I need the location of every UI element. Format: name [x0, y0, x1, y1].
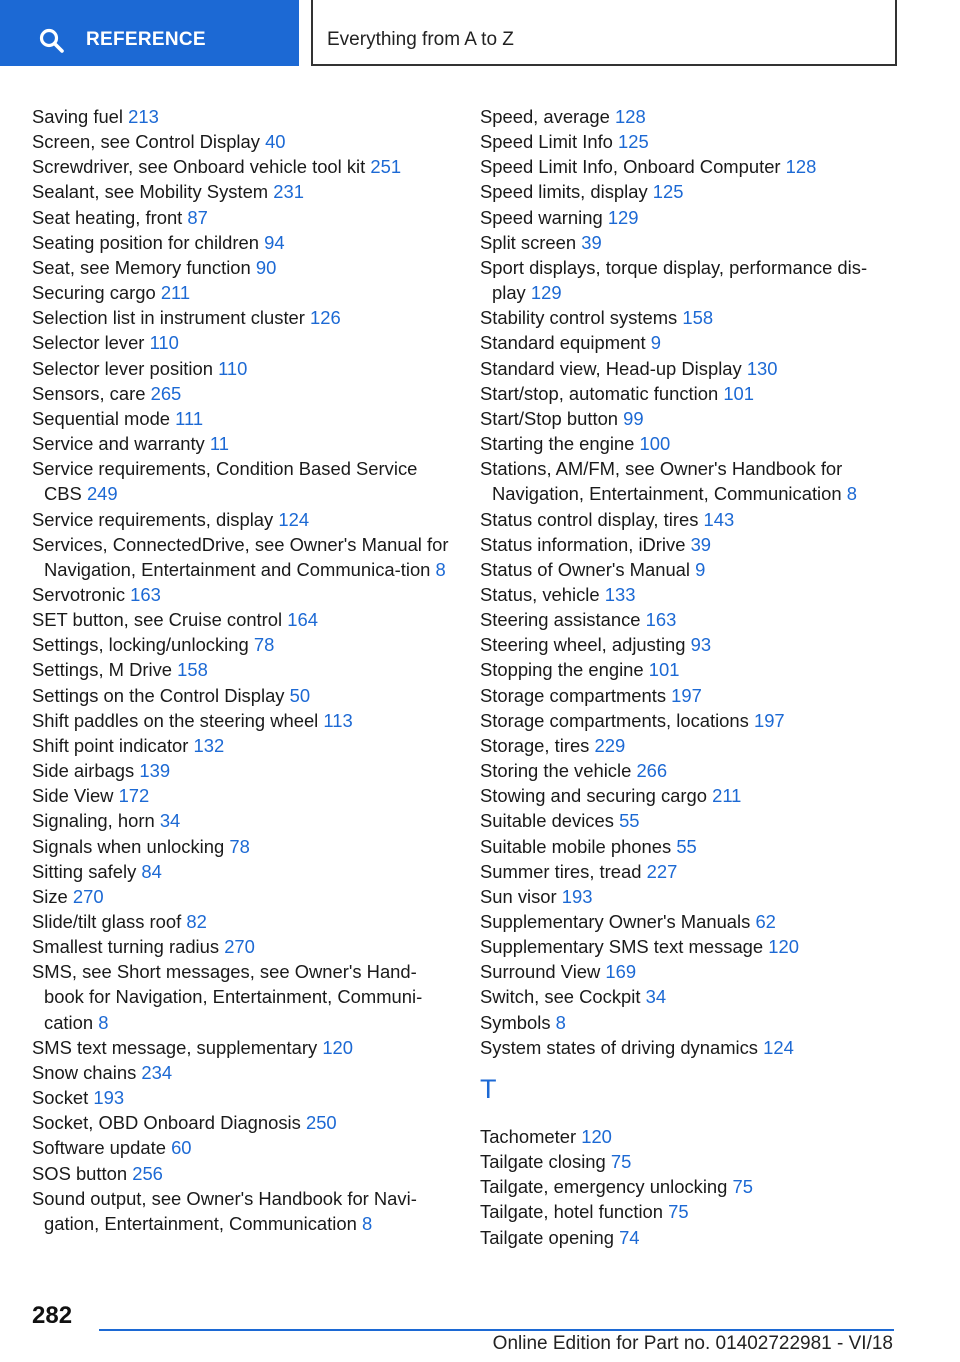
index-entry [480, 129, 900, 154]
entry-page-link[interactable]: 8 [846, 483, 857, 505]
index-entry [32, 1060, 452, 1085]
entry-page-link[interactable]: 110 [149, 332, 179, 354]
index-entry [32, 708, 452, 733]
section-letter: T [480, 1073, 497, 1104]
entry-text: Speed, average [480, 106, 610, 127]
entry-text: Screen, see Control Display [32, 131, 260, 153]
entry-text: Split screen [480, 231, 577, 253]
entry-text: Service and warranty [32, 433, 205, 455]
entry-page-link[interactable]: 120 [581, 1125, 612, 1147]
entry-text: Status, vehicle [480, 583, 600, 605]
index-entry [480, 859, 900, 884]
index-entry [480, 154, 900, 179]
index-entry [32, 356, 452, 381]
entry-text: Stability control systems [480, 307, 678, 329]
entry-page-link[interactable]: 164 [287, 609, 318, 631]
entry-text: Status of Owner's Manual [480, 558, 690, 580]
index-entry [480, 1225, 900, 1250]
entry-text: Summer tires, tread [480, 860, 642, 882]
entry-text: Steering wheel, adjusting [480, 634, 686, 656]
entry-text: Status control display, tires [480, 508, 699, 530]
index-entry [32, 1186, 452, 1236]
entry-page-link[interactable]: 94 [264, 231, 285, 253]
entry-page-link[interactable]: 163 [130, 583, 161, 605]
entry-page-link[interactable]: 193 [561, 885, 593, 907]
entry-text: Servotronic [32, 583, 126, 605]
entry-page-link[interactable]: 111 [175, 407, 204, 429]
entry-page-link[interactable]: 126 [310, 307, 341, 329]
index-entry [32, 305, 452, 330]
index-entry [480, 431, 900, 456]
entry-page-link[interactable]: 197 [671, 684, 702, 706]
entry-text: Sealant, see Mobility System [32, 181, 269, 203]
index-entry [480, 959, 900, 984]
index-entry [480, 205, 900, 230]
entry-page-link[interactable]: 8 [555, 1011, 566, 1033]
entry-page-link[interactable]: 93 [690, 634, 712, 656]
entry-page-link[interactable]: 120 [322, 1036, 353, 1058]
index-entry [32, 783, 452, 808]
entry-text: Start/Stop button [480, 407, 619, 429]
index-entry [32, 104, 452, 129]
index-entry [32, 884, 452, 909]
entry-text: Stopping the engine [480, 659, 644, 681]
entry-text: Socket, OBD Onboard Diagnosis [32, 1112, 301, 1134]
index-entry [32, 330, 452, 355]
entry-page-link[interactable]: 78 [229, 835, 250, 857]
entry-page-link[interactable]: 78 [253, 634, 275, 656]
entry-text: Selector lever position [32, 357, 213, 379]
entry-text: Selection list in instrument cluster [32, 307, 305, 329]
index-entry [480, 507, 900, 532]
page-header [0, 0, 960, 66]
entry-text: Seating position for children [32, 231, 259, 253]
index-entry [480, 557, 900, 582]
index-entry [32, 959, 452, 1034]
search-icon [38, 27, 66, 55]
entry-page-link[interactable]: 39 [690, 533, 712, 555]
tab-label: REFERENCE [86, 29, 206, 50]
index-entry [32, 733, 452, 758]
entry-page-link[interactable]: 40 [265, 131, 286, 153]
entry-page-link[interactable]: 55 [676, 835, 697, 857]
entry-text: Tachometer [480, 1125, 577, 1147]
index-entry [32, 532, 452, 582]
index-entry [32, 607, 452, 632]
index-entry [32, 1035, 452, 1060]
entry-text: Speed Limit Info [480, 131, 613, 153]
entry-text: SOS button [32, 1162, 128, 1184]
entry-page-link[interactable]: 249 [86, 483, 118, 505]
entry-text: Selector lever [32, 332, 145, 354]
entry-page-link[interactable]: 270 [72, 885, 104, 907]
entry-page-link[interactable]: 8 [361, 1212, 373, 1234]
entry-text: Smallest turning radius [32, 936, 220, 958]
index-entry [480, 934, 900, 959]
entry-page-link[interactable]: 50 [289, 684, 311, 706]
index-entry [480, 834, 900, 859]
entry-text: Steering assistance [480, 609, 641, 631]
index-entry [32, 280, 452, 305]
entry-page-link[interactable]: 9 [650, 332, 661, 354]
index-column-right [480, 104, 900, 1250]
index-entry [32, 406, 452, 431]
index-entry [480, 406, 900, 431]
entry-text: Snow chains [32, 1061, 137, 1083]
index-entry [32, 909, 452, 934]
entry-page-link[interactable]: 197 [753, 709, 785, 731]
entry-text: Tailgate closing [480, 1151, 606, 1173]
entry-page-link[interactable]: 229 [594, 734, 626, 756]
entry-text: Tailgate, emergency unlocking [480, 1176, 728, 1198]
entry-page-link[interactable]: 266 [636, 760, 668, 782]
entry-text: Slide/tilt glass roof [32, 911, 182, 932]
index-entry [480, 1174, 900, 1199]
entry-text: Standard view, Head-up Display [480, 357, 742, 379]
entry-page-link[interactable]: 124 [763, 1036, 794, 1058]
entry-page-link[interactable]: 90 [255, 256, 277, 278]
index-entry [480, 733, 900, 758]
entry-text: Suitable devices [480, 810, 614, 832]
entry-page-link[interactable]: 251 [370, 156, 402, 178]
entry-page-link[interactable]: 101 [648, 659, 680, 681]
index-entry [32, 632, 452, 657]
entry-text: Seat heating, front [32, 206, 183, 228]
index-entry [32, 154, 452, 179]
index-entry [32, 834, 452, 859]
index-entry [32, 179, 452, 204]
index-entry [480, 758, 900, 783]
index-entry [32, 456, 452, 506]
entry-page-link[interactable]: 143 [703, 508, 735, 530]
entry-text: Storing the vehicle [480, 760, 632, 782]
entry-page-link[interactable]: 128 [785, 156, 817, 178]
entry-page-link[interactable]: 87 [187, 206, 208, 228]
index-entry [480, 305, 900, 330]
entry-page-link[interactable]: 250 [305, 1112, 337, 1134]
entry-text: Speed Limit Info, Onboard Computer [480, 156, 781, 178]
entry-text: SMS, see Short messages, see Owner's Hand‐book for Navigation, Entertainment, Communi‐cation [32, 961, 423, 1033]
entry-text: Speed warning [480, 206, 603, 228]
index-entry [32, 859, 452, 884]
index-entry [480, 532, 900, 557]
entry-page-link[interactable]: 39 [581, 231, 602, 253]
entry-text: Sun visor [480, 885, 557, 907]
entry-text: Side View [32, 785, 114, 807]
entry-page-link[interactable]: 169 [605, 961, 637, 983]
index-entry [32, 1110, 452, 1135]
index-entry [480, 104, 900, 129]
entry-page-link[interactable]: 11 [209, 433, 229, 455]
index-entry [480, 783, 900, 808]
entry-page-link[interactable]: 265 [150, 382, 182, 404]
index-column-left [32, 104, 452, 1236]
entry-page-link[interactable]: 100 [639, 433, 671, 455]
index-entry [32, 431, 452, 456]
entry-page-link[interactable]: 172 [118, 785, 150, 807]
entry-page-link[interactable]: 101 [723, 382, 754, 404]
entry-text: Stations, AM/FM, see Owner's Handbook for Navigation, Entertainment, Communication [480, 458, 843, 505]
index-entry [480, 884, 900, 909]
entry-page-link[interactable]: 133 [604, 583, 636, 605]
index-entry [480, 230, 900, 255]
entry-page-link[interactable]: 139 [139, 760, 171, 782]
entry-page-link[interactable]: 234 [141, 1061, 173, 1083]
index-entry [480, 255, 900, 305]
entry-text: Speed limits, display [480, 181, 648, 203]
entry-page-link[interactable]: 128 [614, 106, 646, 127]
entry-page-link[interactable]: 75 [668, 1201, 689, 1223]
entry-text: Supplementary Owner's Manuals [480, 911, 751, 932]
entry-page-link[interactable]: 256 [132, 1162, 163, 1184]
entry-text: Surround View [480, 961, 601, 983]
index-entry [480, 1035, 900, 1060]
header-title-box [311, 0, 897, 66]
entry-text: Stowing and securing cargo [480, 785, 707, 807]
entry-page-link[interactable]: 270 [224, 936, 255, 958]
index-entry [32, 205, 452, 230]
entry-page-link[interactable]: 130 [746, 357, 778, 379]
entry-text: Saving fuel [32, 106, 123, 127]
index-group-s [480, 104, 900, 1060]
entry-text: Seat, see Memory function [32, 256, 251, 278]
entry-page-link[interactable]: 193 [93, 1087, 125, 1109]
index-entry [480, 808, 900, 833]
entry-page-link[interactable]: 211 [712, 785, 742, 807]
index-group-t [480, 1124, 900, 1250]
entry-text: Signals when unlocking [32, 835, 225, 857]
entry-text: Software update [32, 1137, 166, 1159]
entry-text: Sport displays, torque display, performance dis‐play [480, 256, 868, 304]
index-entry [480, 179, 900, 204]
entry-text: Tailgate, hotel function [480, 1201, 664, 1223]
entry-page-link[interactable]: 8 [98, 1011, 109, 1033]
entry-text: Standard equipment [480, 332, 646, 354]
index-entry [480, 708, 900, 733]
entry-text: System states of driving dynamics [480, 1036, 759, 1058]
entry-page-link[interactable]: 75 [732, 1176, 753, 1198]
index-entry [480, 657, 900, 682]
index-entry [480, 984, 900, 1009]
entry-text: Symbols [480, 1011, 551, 1033]
entry-text: SMS text message, supplementary [32, 1036, 318, 1058]
entry-text: Storage compartments, locations [480, 709, 749, 731]
entry-page-link[interactable]: 124 [278, 508, 310, 530]
page-number: 282 [32, 1302, 73, 1329]
entry-page-link[interactable]: 110 [218, 357, 248, 379]
entry-page-link[interactable]: 120 [768, 936, 799, 958]
index-entry [32, 683, 452, 708]
entry-text: Sitting safely [32, 860, 137, 882]
entry-page-link[interactable]: 9 [695, 558, 706, 580]
entry-page-link[interactable]: 55 [619, 810, 640, 832]
entry-page-link[interactable]: 129 [530, 282, 562, 304]
entry-page-link[interactable]: 74 [619, 1226, 640, 1248]
entry-page-link[interactable]: 125 [652, 181, 684, 203]
entry-text: Shift point indicator [32, 734, 189, 756]
index-entry [480, 1124, 900, 1149]
entry-page-link[interactable]: 158 [682, 307, 714, 329]
entry-page-link[interactable]: 113 [323, 709, 353, 731]
index-entry [480, 582, 900, 607]
index-entry [32, 129, 452, 154]
entry-text: Sound output, see Owner's Handbook for Navi‐gation, Entertainment, Communication [32, 1187, 417, 1234]
entry-page-link[interactable]: 129 [607, 206, 639, 228]
entry-text: Socket [32, 1087, 89, 1109]
reference-tab[interactable] [0, 0, 299, 66]
entry-page-link[interactable]: 158 [177, 659, 208, 681]
entry-page-link[interactable]: 34 [159, 810, 181, 832]
entry-page-link[interactable]: 211 [160, 282, 191, 304]
index-entry [32, 808, 452, 833]
entry-page-link[interactable]: 227 [646, 860, 678, 882]
index-entry [480, 356, 900, 381]
entry-page-link[interactable]: 82 [186, 911, 207, 932]
entry-text: Sequential mode [32, 407, 171, 429]
index-entry [32, 1135, 452, 1160]
entry-text: Side airbags [32, 760, 135, 782]
entry-text: Shift paddles on the steering wheel [32, 709, 319, 731]
entry-page-link[interactable]: 213 [128, 106, 159, 127]
index-entry [480, 381, 900, 406]
entry-text: SET button, see Cruise control [32, 609, 283, 631]
entry-text: Storage compartments [480, 684, 667, 706]
index-entry [32, 657, 452, 682]
entry-text: Switch, see Cockpit [480, 986, 641, 1008]
entry-page-link[interactable]: 125 [618, 131, 649, 153]
index-entry [32, 1161, 452, 1186]
index-entry [480, 1199, 900, 1224]
index-entry [32, 507, 452, 532]
entry-page-link[interactable]: 84 [141, 860, 162, 882]
entry-text: Suitable mobile phones [480, 835, 672, 857]
entry-page-link[interactable]: 34 [645, 986, 667, 1008]
index-entry [32, 230, 452, 255]
index-entry [480, 330, 900, 355]
entry-text: Services, ConnectedDrive, see Owner's Manual for Navigation, Entertainment and Communica‐tion [32, 533, 449, 580]
entry-text: Starting the engine [480, 433, 635, 455]
index-entry [480, 909, 900, 934]
entry-page-link[interactable]: 60 [171, 1137, 192, 1159]
index-entry [32, 1085, 452, 1110]
index-entry [32, 255, 452, 280]
entry-text: Start/stop, automatic function [480, 382, 719, 404]
entry-text: Service requirements, Condition Based Service CBS [32, 458, 418, 505]
entry-text: Size [32, 885, 68, 907]
index-entry [32, 582, 452, 607]
entry-page-link[interactable]: 75 [610, 1151, 632, 1173]
entry-page-link[interactable]: 99 [623, 407, 644, 429]
entry-text: Sensors, care [32, 382, 146, 404]
index-entry [480, 1010, 900, 1035]
entry-page-link[interactable]: 163 [645, 609, 677, 631]
index-entry [480, 683, 900, 708]
entry-text: Settings, locking/unlocking [32, 634, 249, 656]
entry-page-link[interactable]: 132 [193, 734, 225, 756]
entry-text: Screwdriver, see Onboard vehicle tool kit [32, 156, 366, 178]
index-entry [480, 456, 900, 506]
index-entry [32, 381, 452, 406]
entry-text: Settings on the Control Display [32, 684, 285, 706]
entry-page-link[interactable]: 62 [755, 911, 776, 932]
entry-text: Supplementary SMS text message [480, 936, 764, 958]
entry-text: Storage, tires [480, 734, 590, 756]
index-entry [480, 1149, 900, 1174]
page-title: Everything from A to Z [327, 29, 514, 50]
entry-page-link[interactable]: 231 [273, 181, 304, 203]
entry-text: Service requirements, display [32, 508, 274, 530]
entry-text: Status information, iDrive [480, 533, 686, 555]
index-entry [32, 934, 452, 959]
index-entry [480, 607, 900, 632]
index-entry [480, 632, 900, 657]
entry-text: Signaling, horn [32, 810, 155, 832]
index-entry [32, 758, 452, 783]
footer-divider [99, 1329, 894, 1331]
entry-text: Settings, M Drive [32, 659, 173, 681]
entry-page-link[interactable]: 8 [435, 558, 446, 580]
entry-text: Securing cargo [32, 282, 156, 304]
entry-text: Tailgate opening [480, 1226, 614, 1248]
edition-text: Online Edition for Part no. 01402722981 - VI/18 [492, 1333, 893, 1354]
